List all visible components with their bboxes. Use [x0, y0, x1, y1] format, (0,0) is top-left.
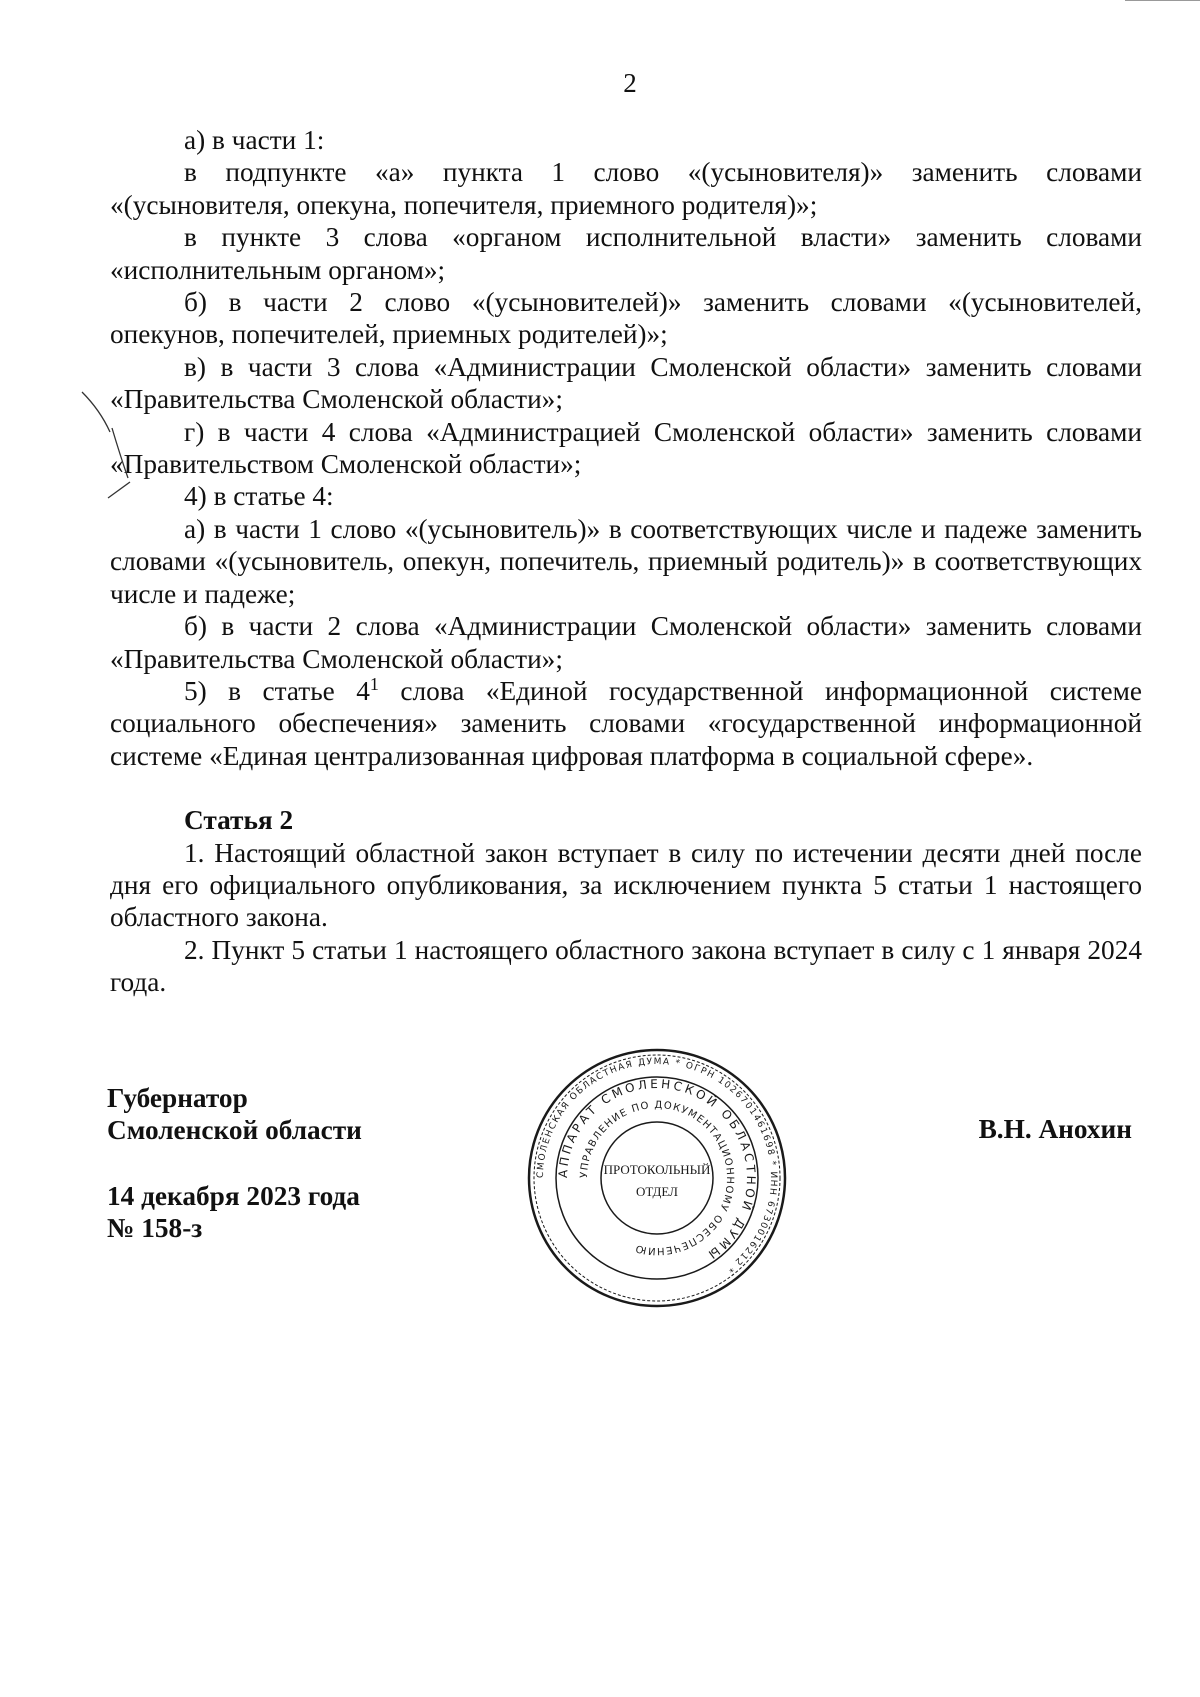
article-2-heading: Статья 2	[184, 805, 294, 836]
paragraph: а) в части 1 слово «(усыновитель)» в соответствующих числе и падеже заменить словами «(усыновитель, опекун, попечитель, приемный родитель)» в соответствующих числе и падеже;	[110, 513, 1142, 609]
seal-inner-text: УПРАВЛЕНИЕ ПО ДОКУМЕНТАЦИОННОМУ ОБЕСПЕЧЕНИЮ	[578, 1099, 736, 1257]
signer-position-line1: Губернатор	[107, 1083, 248, 1113]
law-number: № 158-з	[107, 1213, 203, 1244]
paragraph: в) в части 3 слова «Администрации Смоленской области» заменить словами «Правительства Смоленской области»;	[110, 351, 1142, 415]
seal-center-line2: ОТДЕЛ	[636, 1184, 678, 1199]
paragraph-5	[110, 675, 1142, 772]
signer-name: В.Н. Анохин	[978, 1114, 1132, 1144]
paragraph: г) в части 4 слова «Администрацией Смоленской области» заменить словами «Правительством Смоленской области»;	[110, 416, 1142, 480]
paragraph: а) в части 1:	[184, 125, 325, 155]
document-body	[110, 124, 1142, 999]
signing-date: 14 декабря 2023 года	[107, 1180, 360, 1211]
seal-center-line1: ПРОТОКОЛЬНЫЙ	[603, 1162, 711, 1177]
signer-position-line2: Смоленской области	[107, 1115, 362, 1146]
article-2-paragraph: 1. Настоящий областной закон вступает в силу по истечении десяти дней после дня его официального опубликования, за исключением пункта 5 статьи 1 настоящего областного закона.	[110, 837, 1142, 933]
paragraph-5-superscript: 1	[369, 673, 379, 694]
paragraph-5-before: 5) в статье 4	[184, 675, 370, 706]
paragraph: б) в части 2 слова «Администрации Смоленской области» заменить словами «Правительства Смоленской области»;	[110, 611, 1142, 674]
paragraph: в подпункте «а» пункта 1 слово «(усыновителя)» заменить словами «(усыновителя, опекуна, попечителя, приемного родителя)»;	[110, 157, 1142, 220]
paragraph: 4) в статье 4:	[184, 481, 334, 512]
seal-middle-text: АППАРАТ СМОЛЕНСКОЙ ОБЛАСТНОЙ ДУМЫ	[555, 1076, 759, 1264]
official-seal	[527, 1048, 787, 1308]
signature-block	[107, 1082, 362, 1245]
seal-outer-text: СМОЛЕНСКАЯ ОБЛАСТНАЯ ДУМА * ОГРН 1026701461698 * ИНН 6730016212 *	[535, 1056, 779, 1275]
article-2-paragraph: 2. Пункт 5 статьи 1 настоящего областного закона вступает в силу с 1 января 2024 года.	[110, 934, 1142, 998]
page-number: 2	[623, 68, 637, 98]
svg-text:УПРАВЛЕНИЕ ПО ДОКУМЕНТАЦИОННОМ	[579, 1100, 735, 1256]
paragraph: б) в части 2 слово «(усыновителей)» заменить словами «(усыновителей, опекунов, попечителей, приемных родителей)»;	[110, 287, 1142, 350]
paragraph-5-after: слова «Единой государственной информационной системе социального обеспечения» заменить словами «государственной информационной системе «Единая централизованная цифровая платформа в социальной сфере».	[110, 675, 1143, 771]
paragraph: в пункте 3 слова «органом исполнительной власти» заменить словами «исполнительным органом»;	[110, 222, 1142, 285]
